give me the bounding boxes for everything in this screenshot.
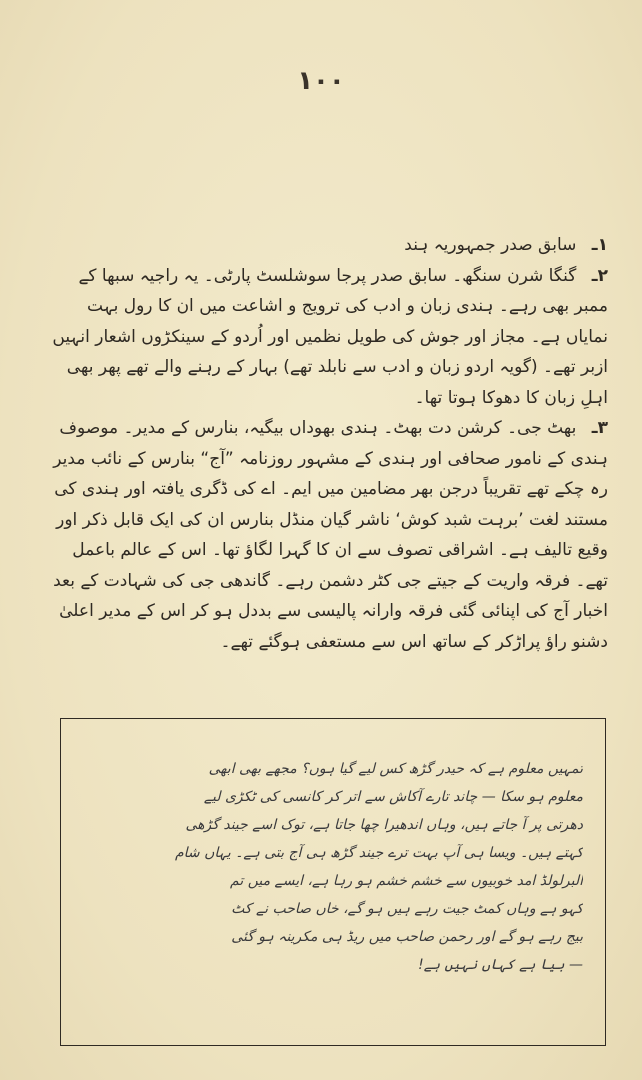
footnote-2 — [48, 261, 608, 414]
footnote-text: سابق صدر جمہوریہ ہند — [404, 235, 577, 255]
footnote-text: بھٹ جی۔ کرشن دت بھٹ۔ ہندی بھوداں بیگیہ، بنارس کے مدیر۔ موصوف ہندی کے نامور صحافی اور ہندی کے مشہور روزنامہ ”آج“ بنارس کے نائب مدیر رہ چکے تھے تقریباً درجن بھر مضامین میں ایم۔ اے کی ڈگری یافتہ اور ہندی کی مستند لغت ’برہت شبد کوش‘ ناشر گیان منڈل بنارس ان کی ایک قابل ذکر اور وقیع تالیف ہے۔ اشراقی تصوف سے ان کا گہرا لگاؤ تھا۔ اس کے عالم باعمل تھے۔ فرقہ واریت کے جیتے جی کٹر دشمن رہے۔ گاندھی جی کی شہادت کے بعد اخبار آج کی اپنائی گئی فرقہ وارانہ پالیسی سے بددل ہو کر اس کے مدیر اعلیٰ دشنو راؤ پراڑکر کے ساتھ اس سے مستعفی ہوگئے تھے۔ — [53, 418, 608, 652]
letter-line: معلوم ہو سکا — چاند تارے آکاش سے اتر کر کانسی کی ٹکڑی لیے — [203, 789, 583, 805]
letter-line: — بیا ہے کہاں نہیں ہے! — [418, 957, 583, 973]
letter-line: کہو ہے وہاں کمٹ جیت رہے ہیں ہو گے، خاں صاحب نے کٹ — [231, 901, 583, 917]
handwritten-letter-excerpt — [60, 718, 606, 1046]
footnote-3 — [48, 413, 608, 657]
letter-line: کہتے ہیں۔ ویسا ہی آپ بہت ترے جیند گڑھ ہی آج بتی ہے۔ یہاں شام — [174, 845, 583, 861]
letter-line: بیج رہے ہو گے اور رحمن صاحب میں ریڈ ہی مکرینہ ہو گئی — [231, 929, 583, 945]
letter-line: البرلولڈ امد خوبیوں سے خشم خشم ہو رہا ہے، ایسے میں تم — [230, 873, 583, 889]
page-number: ۱۰۰ — [297, 66, 345, 96]
footnote-marker: ۱ـ — [591, 235, 608, 255]
footnote-marker: ۳ـ — [591, 418, 608, 438]
footnote-1 — [48, 230, 608, 261]
letter-line: تمہیں معلوم ہے کہ حیدر گڑھ کس لیے گیا ہوں؟ مجھے بھی ابھی — [208, 761, 583, 777]
footnote-text: گنگا شرن سنگھ۔ سابق صدر پرجا سوشلسٹ پارٹی۔ یہ راجیہ سبھا کے ممبر بھی رہے۔ ہندی زبان و ادب کی ترویج و اشاعت میں ان کا رول بہت نمایاں ہے۔ مجاز اور جوش کی طویل نظمیں اور اُردو کے سینکڑوں اشعار انہیں ازبر تھے۔ (گویہ اردو زبان و ادب سے نابلد تھے) بہار کے رہنے والے تھے پھر بھی اہلِ زبان کا دھوکا ہوتا تھا۔ — [52, 265, 608, 408]
letter-body — [83, 755, 583, 979]
footnote-marker: ۲ـ — [591, 265, 608, 286]
letter-line: دھرتی پر آ جاتے ہیں، وہاں اندھیرا چھا جاتا ہے، توک اسے جیند گڑھی — [185, 817, 583, 833]
footnotes-section — [48, 230, 608, 657]
